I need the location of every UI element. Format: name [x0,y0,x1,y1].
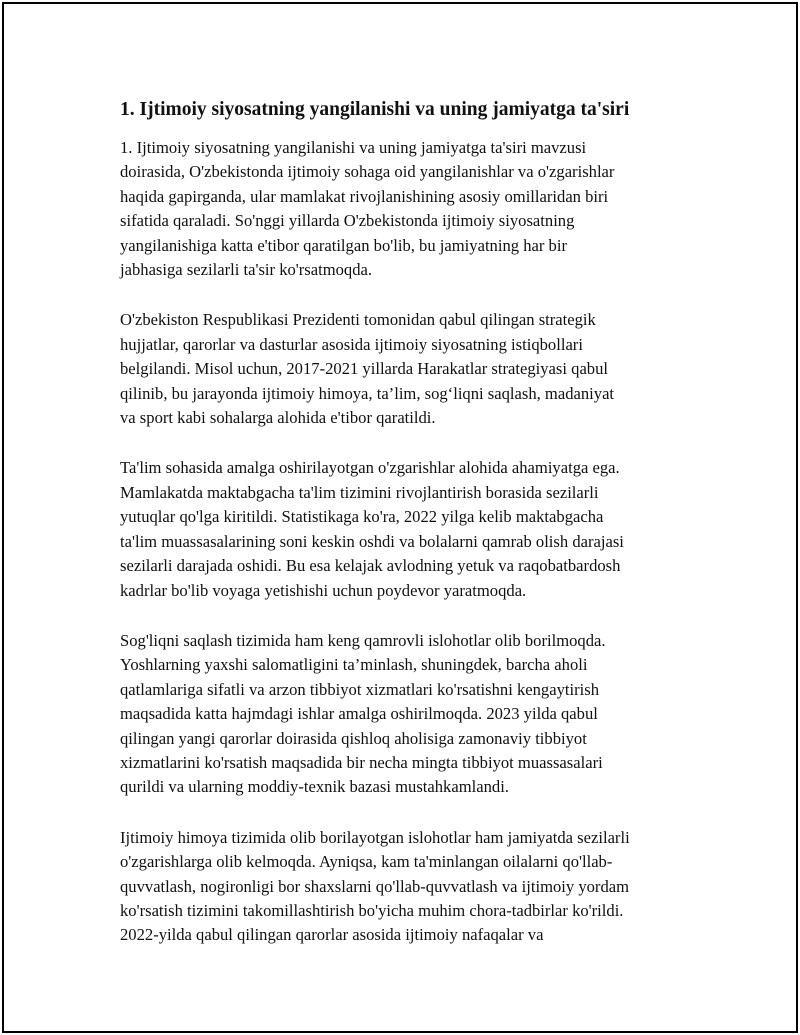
text-line: jabhasiga sezilarli ta'sir ko'rsatmoqda. [120,260,373,280]
text-line: quvvatlash, nogironligi bor shaxslarni qo'llab-quvvatlash va ijtimoiy yordam [120,876,630,896]
text-line: Ta'lim sohasida amalga oshirilayotgan o'zgarishlar alohida ahamiyatga ega. [120,458,620,478]
text-line: 1. Ijtimoiy siyosatning yangilanishi va uning jamiyatga ta'siri mavzusi [120,138,587,157]
text-line: haqida gapirganda, ular mamlakat rivojlanishining asosiy omillaridan biri [120,186,609,206]
text-line: Mamlakatda maktabgacha ta'lim tizimini rivojlantirish borasida sezilarli [120,482,599,502]
document-body [120,96,688,974]
text-line: o'zgarishlarga olib kelmoqda. Ayniqsa, kam ta'minlangan oilalarni qo'llab- [120,852,613,872]
text-line: sifatida qaraladi. So'nggi yillarda O'zbekistonda ijtimoiy siyosatning [120,211,575,231]
text-line: belgilandi. Misol uchun, 2017-2021 yillarda Harakatlar strategiyasi qabul [120,359,609,379]
text-line: ko'rsatish tizimini takomillashtirish bo'yicha muhim chora-tadbirlar ko'rildi. [120,900,624,920]
paragraph-strategy [120,308,688,430]
text-line: doirasida, O'zbekistonda ijtimoiy sohaga oid yangilanishlar va o'zgarishlar [120,162,615,182]
text-line: Sog'liqni saqlash tizimida ham keng qamrovli islohotlar olib borilmoqda. [120,630,606,650]
text-line: qurildi va ularning moddiy-texnik bazasi mustahkamlandi. [120,777,509,797]
document-page [2,2,798,1033]
paragraph-education [120,456,688,602]
paragraph-intro [120,136,688,282]
text-line: yutuqlar qo'lga kiritildi. Statistikaga ko'ra, 2022 yilga kelib maktabgacha [120,507,604,527]
text-line: kadrlar bo'lib voyaga yetishishi uchun poydevor yaratmoqda. [120,580,527,600]
text-line: hujjatlar, qarorlar va dasturlar asosida ijtimoiy siyosatning istiqbollari [120,334,583,354]
text-line: yangilanishiga katta e'tibor qaratilgan bo'lib, bu jamiyatning har bir [120,235,567,255]
text-line: qatlamlariga sifatli va arzon tibbiyot xizmatlari ko'rsatishni kengaytirish [120,679,600,699]
text-line: 2022-yilda qabul qilingan qarorlar asosida ijtimoiy nafaqalar va [120,925,544,945]
text-line: qilinib, bu jarayonda ijtimoiy himoya, ta’lim, sog‘liqni saqlash, madaniyat [120,383,615,403]
text-line: maqsadida katta hajmdagi ishlar amalga oshirilmoqda. 2023 yilda qabul [120,704,598,724]
page-title: 1. Ijtimoiy siyosatning yangilanishi va uning jamiyatga ta'siri [120,99,630,120]
text-line: O'zbekiston Respublikasi Prezidenti tomonidan qabul qilingan strategik [120,310,596,330]
text-line: sezilarli darajada oshidi. Bu esa kelajak avlodning yetuk va raqobatbardosh [120,556,621,576]
paragraph-social-protection [120,826,688,948]
paragraph-healthcare [120,629,688,800]
text-line: xizmatlarini ko'rsatish maqsadida bir necha mingta tibbiyot muassasalari [120,752,603,772]
text-line: ta'lim muassasalarining soni keskin oshdi va bolalarni qamrab olish darajasi [120,531,624,551]
text-line: qilingan yangi qarorlar doirasida qishloq aholisiga zamonaviy tibbiyot [120,728,587,748]
text-line: Yoshlarning yaxshi salomatligini ta’minlash, shuningdek, barcha aholi [120,655,588,675]
text-line: Ijtimoiy himoya tizimida olib borilayotgan islohotlar ham jamiyatda sezilarli [120,827,630,847]
text-line: va sport kabi sohalarga alohida e'tibor qaratildi. [120,408,436,428]
